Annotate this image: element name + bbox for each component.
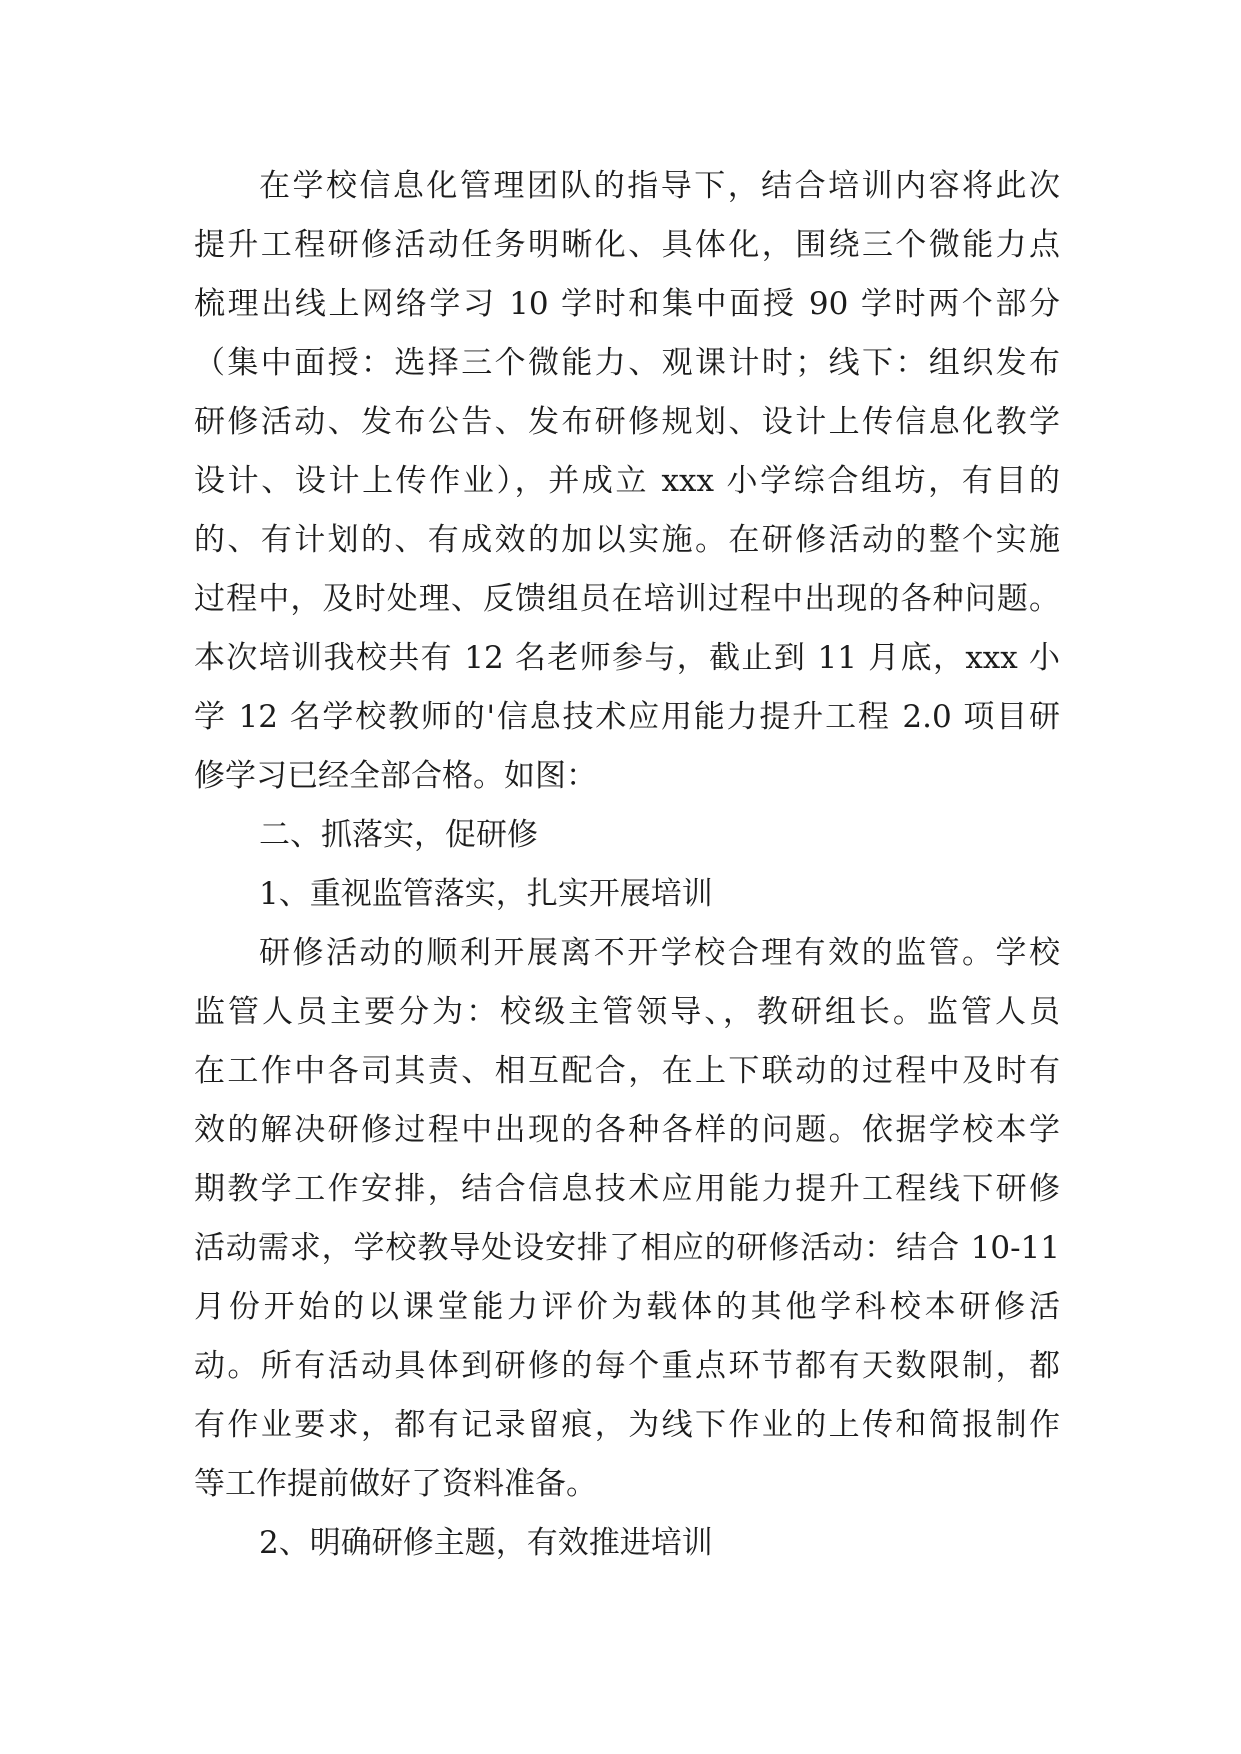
section-heading-text: 二、抓落实，促研修 [259, 817, 538, 853]
text-line: 期教学工作安排，结合信息技术应用能力提升工程线下研修 [194, 1171, 1060, 1207]
text-line: 梳理出线上网络学习 10 学时和集中面授 90 学时两个部分 [194, 286, 1060, 322]
text-line: 等工作提前做好了资料准备。 [194, 1466, 597, 1502]
text-line: 设计、设计上传作业），并成立 xxx 小学综合组坊，有目的 [194, 463, 1060, 499]
text-line: 过程中，及时处理、反馈组员在培训过程中出现的各种问题。 [194, 581, 1060, 617]
text-line: 有作业要求，都有记录留痕，为线下作业的上传和简报制作 [194, 1407, 1060, 1443]
paragraph-implementation [194, 157, 1060, 806]
subsection-heading-text: 2、明确研修主题，有效推进培训 [259, 1525, 713, 1561]
paragraph-supervision [194, 924, 1060, 1514]
section-heading [194, 806, 1060, 865]
text-line: 提升工程研修活动任务明晰化、具体化，围绕三个微能力点 [194, 227, 1060, 263]
subsection-heading-text: 1、重视监管落实，扎实开展培训 [259, 876, 713, 912]
text-line: 研修活动的顺利开展离不开学校合理有效的监管。学校 [259, 935, 1060, 971]
text-line: （集中面授：选择三个微能力、观课计时；线下：组织发布 [194, 345, 1060, 381]
text-line: 月份开始的以课堂能力评价为载体的其他学科校本研修活 [194, 1289, 1060, 1325]
text-line: 研修活动、发布公告、发布研修规划、设计上传信息化教学 [194, 404, 1060, 440]
text-line: 监管人员主要分为：校级主管领导、，教研组长。监管人员 [194, 994, 1060, 1030]
text-line: 修学习已经全部合格。如图： [194, 758, 597, 794]
text-line: 本次培训我校共有 12 名老师参与，截止到 11 月底，xxx 小 [194, 640, 1060, 676]
text-line: 学 12 名学校教师的'信息技术应用能力提升工程 2.0 项目研 [194, 699, 1060, 735]
text-line: 在工作中各司其责、相互配合，在上下联动的过程中及时有 [194, 1053, 1060, 1089]
document-body [194, 157, 1060, 1573]
text-line: 在学校信息化管理团队的指导下，结合培训内容将此次 [259, 168, 1060, 204]
text-line: 活动需求，学校教导处设安排了相应的研修活动：结合 10-11 [194, 1230, 1060, 1266]
text-line: 动。所有活动具体到研修的每个重点环节都有天数限制，都 [194, 1348, 1060, 1384]
text-line: 的、有计划的、有成效的加以实施。在研修活动的整个实施 [194, 522, 1060, 558]
subsection-heading-1 [194, 865, 1060, 924]
subsection-heading-2 [194, 1514, 1060, 1573]
text-line: 效的解决研修过程中出现的各种各样的问题。依据学校本学 [194, 1112, 1060, 1148]
